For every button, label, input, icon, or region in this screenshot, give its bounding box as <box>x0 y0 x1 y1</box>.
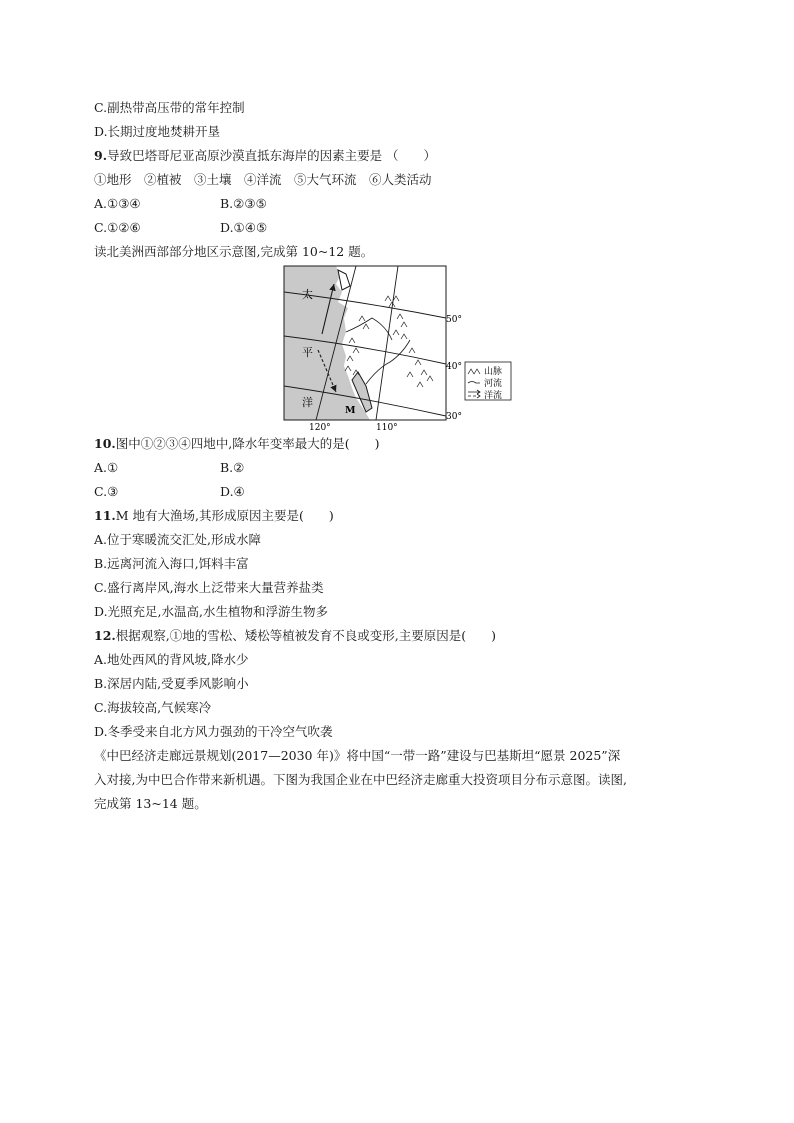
option-10c: C.③ <box>94 484 119 499</box>
question-11-text: M 地有大渔场,其形成原因主要是( ) <box>115 508 334 523</box>
lon-label-110: 110° <box>376 423 398 433</box>
question-12-number: 12. <box>94 628 116 643</box>
lat-label-40: 40° <box>446 362 462 372</box>
map-legend <box>465 362 511 401</box>
option-12b: B.深居内陆,受夏季风影响小 <box>94 676 249 691</box>
question-11-number: 11. <box>94 508 116 523</box>
option-12d: D.冬季受来自北方风力强劲的干冷空气吹袭 <box>94 724 333 739</box>
question-12-text: 根据观察,①地的雪松、矮松等植被发育不良或变形,主要原因是( ) <box>115 628 496 643</box>
lat-label-50: 50° <box>446 315 462 325</box>
option-10d: D.④ <box>220 484 245 499</box>
north-america-map <box>0 0 794 440</box>
legend-river-label: 河流 <box>484 379 503 389</box>
question-9-text: 导致巴塔哥尼亚高原沙漠直抵东海岸的因素主要是 （ ） <box>107 148 437 163</box>
intro-13-14-line-1: 《中巴经济走廊远景规划(2017—2030 年)》将中国“一带一路”建设与巴基斯坦“愿景 2025”深 <box>94 748 621 763</box>
lat-label-30: 30° <box>446 412 462 422</box>
option-10a: A.① <box>94 460 119 475</box>
option-9d: D.①④⑤ <box>220 220 268 235</box>
question-12 <box>94 628 496 644</box>
legend-current-label: 洋流 <box>484 391 503 401</box>
question-9-factors: ①地形 ②植被 ③土壤 ④洋流 ⑤大气环流 ⑥人类活动 <box>94 172 432 187</box>
legend-mountain-label: 山脉 <box>484 367 503 377</box>
question-10 <box>94 436 379 452</box>
option-8c: C.副热带高压带的常年控制 <box>94 100 245 115</box>
ocean-char-3: 洋 <box>302 396 313 409</box>
ocean-char-1: 太 <box>302 288 313 301</box>
intro-13-14-line-2: 入对接,为中巴合作带来新机遇。下图为我国企业在中巴经济走廊重大投资项目分布示意图。读图, <box>94 772 627 787</box>
option-11b: B.远离河流入海口,饵料丰富 <box>94 556 249 571</box>
question-11 <box>94 508 334 524</box>
option-11c: C.盛行离岸风,海水上泛带来大量营养盐类 <box>94 580 324 595</box>
option-10b: B.② <box>220 460 245 475</box>
option-11a: A.位于寒暖流交汇处,形成水障 <box>94 532 261 547</box>
option-11d: D.光照充足,水温高,水生植物和浮游生物多 <box>94 604 328 619</box>
question-10-number: 10. <box>94 436 116 451</box>
option-9b: B.②③⑤ <box>220 196 267 211</box>
question-10-text: 图中①②③④四地中,降水年变率最大的是( ) <box>115 436 380 451</box>
ocean-char-2: 平 <box>302 346 313 359</box>
option-9c: C.①②⑥ <box>94 220 141 235</box>
intro-10-12: 读北美洲西部部分地区示意图,完成第 10~12 题。 <box>94 244 374 259</box>
intro-13-14-line-3: 完成第 13~14 题。 <box>94 796 207 811</box>
lon-label-120: 120° <box>309 423 331 433</box>
question-9-number: 9. <box>94 148 108 163</box>
option-12a: A.地处西风的背风坡,降水少 <box>94 652 249 667</box>
option-8d: D.长期过度地焚耕开垦 <box>94 124 221 139</box>
option-9a: A.①③④ <box>94 196 141 211</box>
option-12c: C.海拔较高,气候寒冷 <box>94 700 212 715</box>
point-m-label: M <box>345 405 356 416</box>
